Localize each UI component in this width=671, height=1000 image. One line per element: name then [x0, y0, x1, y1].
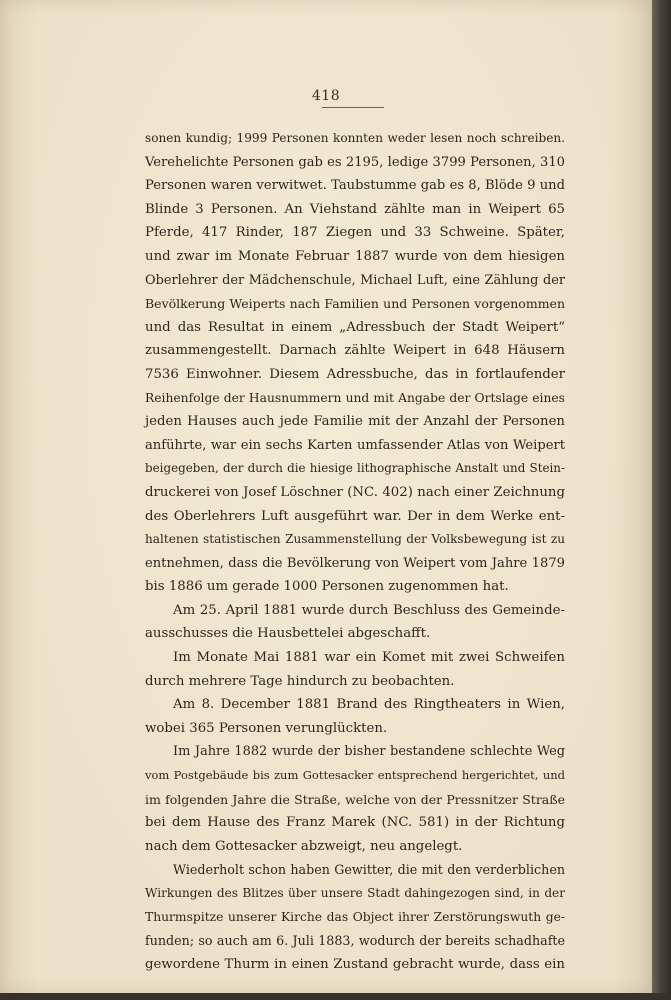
- text-line: im folgenden Jahre die Straße, welche von der Pressnitzer Straße: [145, 791, 565, 807]
- text-line: Am 8. December 1881 Brand des Ringtheaters in Wien,: [173, 697, 565, 713]
- text-line: vom Postgebäude bis zum Gottesacker entsprechend hergerichtet, und: [145, 768, 565, 783]
- text-line: Personen waren verwitwet. Taubstumme gab es 8, Blöde 9 und: [145, 178, 565, 194]
- text-line: haltenen statistischen Zusammenstellung der Volksbewegung ist zu: [145, 532, 565, 547]
- text-line: entnehmen, dass die Bevölkerung von Weipert vom Jahre 1879: [145, 555, 565, 571]
- text-line: Wiederholt schon haben Gewitter, die mit den verderblichen: [173, 862, 565, 878]
- text-line: Wirkungen des Blitzes über unsere Stadt dahingezogen sind, in der: [145, 886, 565, 900]
- text-line: Im Jahre 1882 wurde der bisher bestandene schlechte Weg: [173, 744, 565, 760]
- text-line: ausschusses die Hausbettelei abgeschafft.: [145, 626, 431, 642]
- text-line: 7536 Einwohner. Diesem Adressbuche, das in fortlaufender: [145, 366, 565, 382]
- text-line: bei dem Hause des Franz Marek (NC. 581) in der Richtung: [145, 815, 565, 831]
- text-line: des Oberlehrers Luft ausgeführt war. Der in dem Werke ent-: [145, 508, 565, 524]
- text-line: funden; so auch am 6. Juli 1883, wodurch der bereits schadhafte: [145, 933, 565, 949]
- text-line: Verehelichte Personen gab es 2195, ledige 3799 Personen, 310: [145, 154, 565, 170]
- text-line: und zwar im Monate Februar 1887 wurde von dem hiesigen: [145, 248, 565, 264]
- text-line: Am 25. April 1881 wurde durch Beschluss des Gemeinde-: [173, 602, 565, 618]
- text-line: bis 1886 um gerade 1000 Personen zugenommen hat.: [145, 579, 509, 595]
- text-line: Bevölkerung Weiperts nach Familien und Personen vorgenommen: [145, 296, 565, 312]
- text-line: durch mehrere Tage hindurch zu beobachten.: [145, 673, 455, 689]
- page-number-rule: [322, 107, 384, 108]
- text-line: wobei 365 Personen verunglückten.: [145, 720, 388, 736]
- text-line: Blinde 3 Personen. An Viehstand zählte man in Weipert 65: [145, 201, 565, 217]
- text-line: Reihenfolge der Hausnummern und mit Angabe der Ortslage eines: [145, 390, 565, 405]
- text-line: druckerei von Josef Löschner (NC. 402) nach einer Zeichnung: [145, 484, 565, 500]
- text-line: gewordene Thurm in einen Zustand gebracht wurde, dass ein: [145, 956, 565, 972]
- text-line: Im Monate Mai 1881 war ein Komet mit zwei Schweifen: [173, 650, 565, 666]
- text-line: nach dem Gottesacker abzweigt, neu angelegt.: [145, 838, 463, 854]
- text-line: Oberlehrer der Mädchenschule, Michael Luft, eine Zählung der: [145, 272, 565, 288]
- text-line: sonen kundig; 1999 Personen konnten weder lesen noch schreiben.: [145, 131, 565, 145]
- text-line: jeden Hauses auch jede Familie mit der Anzahl der Personen: [145, 414, 565, 430]
- scan-edge-bottom: [0, 993, 671, 1000]
- body-text: [145, 127, 565, 976]
- scan-edge-right: [652, 0, 671, 1000]
- text-line: Pferde, 417 Rinder, 187 Ziegen und 33 Schweine. Später,: [145, 225, 565, 241]
- text-line: Thurmspitze unserer Kirche das Object ihrer Zerstörungswuth ge-: [145, 909, 565, 924]
- page-number: 418: [311, 88, 341, 104]
- text-line: beigegeben, der durch die hiesige lithographische Anstalt und Stein-: [145, 461, 565, 476]
- text-line: zusammengestellt. Darnach zählte Weipert in 648 Häusern: [145, 343, 565, 359]
- text-line: und das Resultat in einem „Adressbuch der Stadt Weipert“: [145, 319, 565, 335]
- text-line: anführte, war ein sechs Karten umfassender Atlas von Weipert: [145, 437, 565, 453]
